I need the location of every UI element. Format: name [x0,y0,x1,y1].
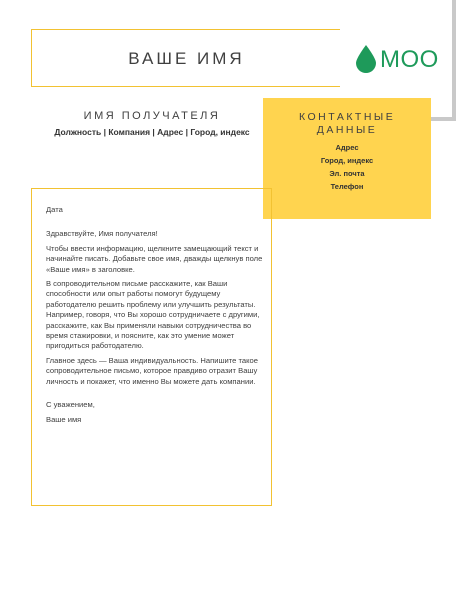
recipient-name[interactable]: ИМЯ ПОЛУЧАТЕЛЯ [83,110,221,122]
letter-signature[interactable]: Ваше имя [46,414,82,424]
drop-icon [356,45,376,73]
letter-paragraph[interactable]: Главное здесь — Ваша индивидуальность. Напишите такое сопроводительное письмо, которое правдиво отразит Вашу личность и покажет, что именно Вы можете дать компании. [46,355,258,386]
letter-paragraph[interactable]: Чтобы ввести информацию, щелкните замещающий текст и начинайте писать. Добавьте свое имя, дважды щелкнув поле «Ваше имя» в заголовке. [46,243,263,274]
contact-block [263,98,431,219]
letter-frame-left-line [31,188,32,506]
letter-paragraph[interactable]: В сопроводительном письме расскажите, как Ваши способности или опыт работы помогут будущему работодателю решить проблему или улучшить результаты. Например, говоря, что Вы хорошо сотрудничаете с другими, расскажите, как Вы применяли навыки сотрудничества во время стажировки, и поясните, как это умение может пригодиться работодателю. [46,279,260,351]
contact-email[interactable]: Эл. почта [329,169,365,178]
contact-city[interactable]: Город, индекс [320,156,374,165]
name-header-box [31,29,341,87]
contact-title: КОНТАКТНЫЕ ДАННЫЕ [299,111,396,136]
letter-body [46,205,268,429]
recipient-address[interactable]: Должность | Компания | Адрес | Город, индекс [54,127,250,137]
contact-lines [263,141,431,193]
letter-closing[interactable]: С уважением, [46,400,95,410]
contact-address[interactable]: Адрес [335,143,359,152]
sender-name[interactable]: ВАШЕ ИМЯ [128,49,245,68]
letter-date[interactable]: Дата [46,205,63,214]
contact-phone[interactable]: Телефон [330,182,364,191]
logo-text: MOO [380,46,439,73]
letter-greeting[interactable]: Здравствуйте, Имя получателя! [46,229,158,239]
